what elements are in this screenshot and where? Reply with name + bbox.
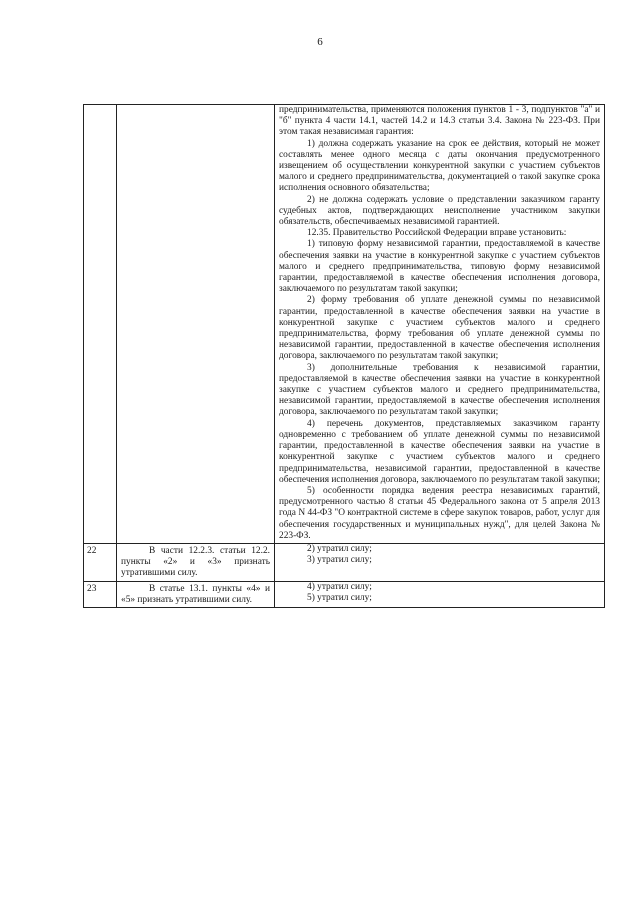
- paragraph: 1) должна содержать указание на срок ее действия, который не может составлять менее одного месяца с даты окончания предусмотренного извещением об осуществлении конкурентной закупки с участием субъектов малого и среднего предпринимательства, документацией о такой закупке срока исполнения основного обязательства;: [279, 138, 600, 194]
- paragraph: 2) утратил силу;: [307, 543, 372, 554]
- new-wording: [275, 581, 605, 607]
- table-row: [84, 105, 605, 544]
- table-row: [84, 543, 605, 581]
- row-number: [84, 105, 117, 544]
- paragraph: 5) особенности порядка ведения реестра независимых гарантий, предусмотренного частью 8 статьи 45 Федерального закона от 5 апреля 2013 года N 44-ФЗ "О контрактной системе в сфере закупок товаров, работ, услуг для обеспечения государственных и муниципальных нужд", для целей Закона № 223-ФЗ.: [279, 485, 600, 541]
- new-wording: [275, 543, 605, 581]
- paragraph: 3) утратил силу;: [307, 555, 372, 566]
- row-number: 22: [84, 543, 117, 581]
- paragraph: 4) утратил силу;: [307, 581, 372, 592]
- paragraph: предпринимательства, применяются положения пунктов 1 - 3, подпунктов "а" и "б" пункта 4 части 14.1, частей 14.2 и 14.3 статьи 3.4. Закона № 223-ФЗ. При этом такая независимая гарантия:: [279, 105, 600, 138]
- paragraph: 1) типовую форму независимой гарантии, предоставляемой в качестве обеспечения заявки на участие в конкурентной закупке с участием субъектов малого и среднего предпринимательства, типовую форму независимой гарантии, предоставляемой в качестве обеспечения исполнения договора, заключаемого по результатам такой закупки;: [279, 239, 600, 295]
- paragraph: 4) перечень документов, представляемых заказчиком гаранту одновременно с требованием об уплате денежной суммы по независимой гарантии, предоставленной в качестве обеспечения заявки на участие в конкурентной закупке с участием субъектов малого и среднего предпринимательства, независимой гарантии, предоставленной в качестве обеспечения исполнения договора, заключаемого по результатам такой закупки;: [279, 418, 600, 485]
- paragraph: 5) утратил силу;: [307, 592, 372, 603]
- paragraph: 3) дополнительные требования к независимой гарантии, предоставляемой в качестве обеспечения заявки на участие в конкурентной закупке с участием субъектов малого и среднего предпринимательства, независимой гарантии, предоставляемой в качестве обеспечения исполнения договора, заключаемого по результатам такой закупки;: [279, 362, 600, 418]
- change-description: [117, 105, 275, 544]
- row-number: 23: [84, 581, 117, 607]
- change-description: В части 12.2.3. статьи 12.2. пункты «2» и «3» признать утратившими силу.: [117, 543, 275, 581]
- change-description: В статье 13.1. пункты «4» и «5» признать утратившими силу.: [117, 581, 275, 607]
- new-wording: [275, 105, 605, 544]
- page-number: 6: [317, 36, 323, 48]
- paragraph: 2) форму требования об уплате денежной суммы по независимой гарантии, предоставленной в качестве обеспечения заявки на участие в конкурентной закупке с участием субъектов малого и среднего предпринимательства, форму требования об уплате денежной суммы по независимой гарантии, предоставленной в качестве обеспечения исполнения договора, заключаемого по результатам такой закупки;: [279, 295, 600, 362]
- amendments-table: [83, 104, 605, 608]
- paragraph: 2) не должна содержать условие о представлении заказчиком гаранту судебных актов, подтверждающих неисполнение участником закупки обязательств, обеспечиваемых независимой гарантией.: [279, 194, 600, 228]
- table-row: [84, 581, 605, 607]
- paragraph: 12.35. Правительство Российской Федерации вправе установить:: [307, 228, 567, 239]
